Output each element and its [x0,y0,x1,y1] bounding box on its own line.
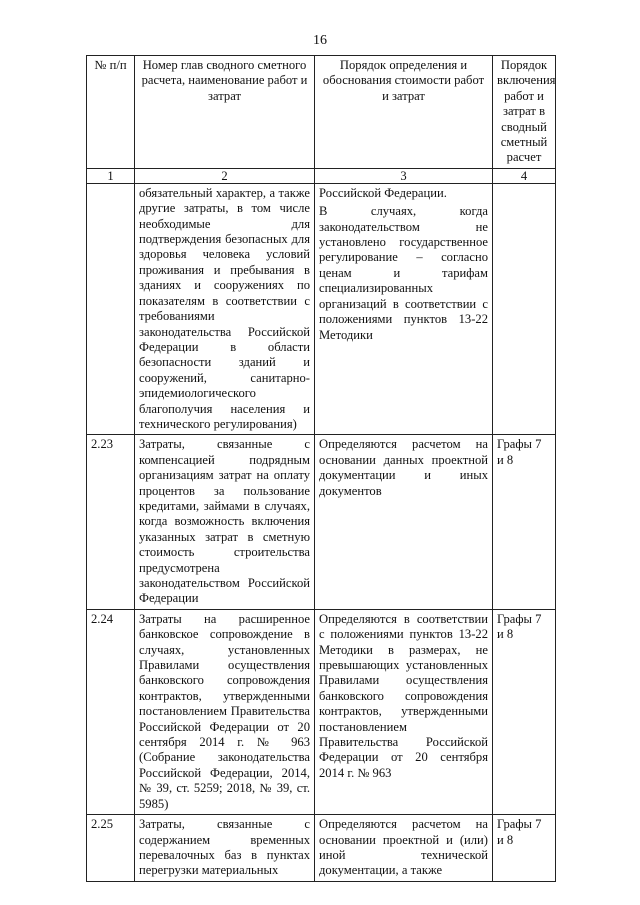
table-row [87,435,556,609]
row-name: обязательный характер, а также другие затраты, в том числе необходимые для подтверждения безопасных для здоровья человека условий проживания и пребывания в зданиях и сооружениях по показателям в соответствии с требованиями законодательства Российской Федерации в области безопасности зданий и сооружений, санитарно-эпидемиологического благополучия населения и технического регулирования) [135,183,315,435]
table-row [87,609,556,814]
header-row [87,56,556,169]
row-method-paragraph: В случаях, когда законодательством не установлено государственное регулирование – согласно ценам и тарифам специализированных организаций в соответствии с положениями пунктов 13-22 Методики [319,204,488,342]
row-inclusion: Графы 7 и 8 [493,609,556,814]
row-method: Определяются расчетом на основании проектной и (или) иной технической документации, а также [315,815,493,882]
column-number: 2 [135,168,315,183]
row-name: Затраты на расширенное банковское сопровождение в случаях, установленных Правилами осуществления банковского сопровождения контрактов, утвержденными постановлением Правительства Российской Федерации от 20 сентября 2014 г. № 963 (Собрание законодательства Российской Федерации, 2014, № 39, ст. 5259; 2018, № 39, ст. 5985) [135,609,315,814]
column-number: 4 [493,168,556,183]
row-method-line: Российской Федерации. [319,185,447,200]
column-number: 1 [87,168,135,183]
row-inclusion: Графы 7 и 8 [493,435,556,609]
row-method [315,183,493,435]
column-number-row [87,168,556,183]
column-number: 3 [315,168,493,183]
table-row [87,815,556,882]
row-number: 2.25 [87,815,135,882]
header-name: Номер глав сводного сметного расчета, наименование работ и затрат [135,56,315,169]
row-number: 2.24 [87,609,135,814]
page-number: 16 [313,33,327,48]
row-number [87,183,135,435]
row-inclusion: Графы 7 и 8 [493,815,556,882]
estimate-table [86,55,556,882]
row-name: Затраты, связанные с компенсацией подрядным организациям затрат на оплату процентов за пользование кредитами, займами в случаях, когда возможность включения указанных затрат в сметную стоимость строительства предусмотрена законодательством Российской Федерации [135,435,315,609]
row-method: Определяются расчетом на основании данных проектной документации и иных документов [315,435,493,609]
header-method: Порядок определения и обоснования стоимости работ и затрат [315,56,493,169]
table-row [87,183,556,435]
row-method: Определяются в соответствии с положениями пунктов 13-22 Методики в размерах, не превышающих установленных Правилами осуществления банковского сопровождения контрактов, утвержденными постановлением Правительства Российской Федерации от 20 сентября 2014 г. № 963 [315,609,493,814]
row-number: 2.23 [87,435,135,609]
header-number: № п/п [87,56,135,169]
header-inclusion: Порядок включения работ и затрат в сводный сметный расчет [493,56,556,169]
row-name: Затраты, связанные с содержанием временных перевалочных баз в пунктах перегрузки материальных [135,815,315,882]
row-inclusion [493,183,556,435]
